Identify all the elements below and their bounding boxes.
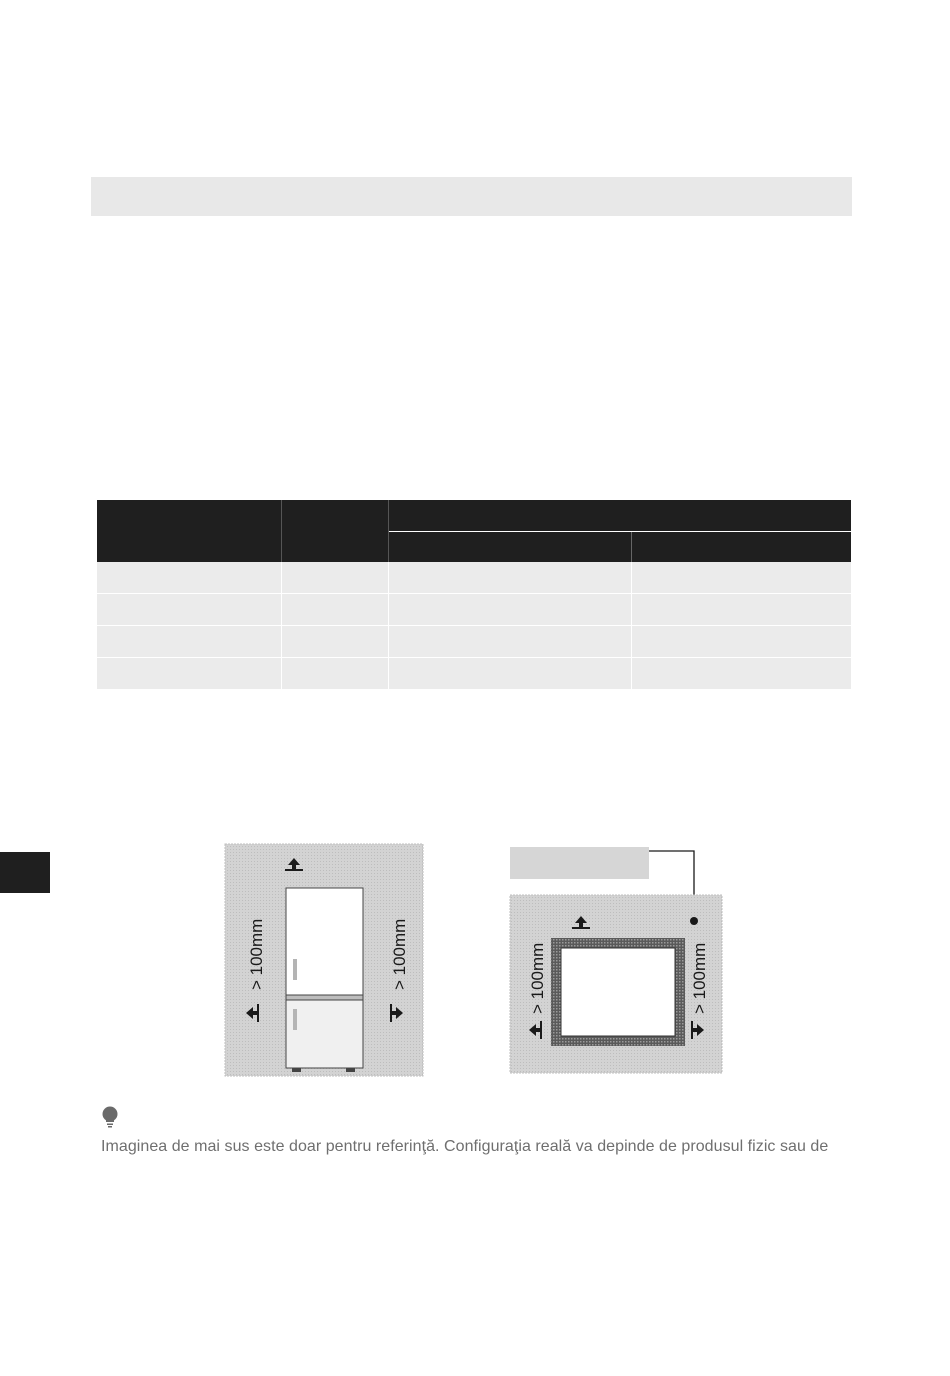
fridge-clearance-diagram — [224, 843, 424, 1077]
table-row — [97, 562, 851, 594]
callout-dot — [690, 917, 698, 925]
table-cell — [281, 626, 388, 658]
note-text: Imaginea de mai sus este doar pentru referinţă. Configuraţia reală va depinde de produsul fizic sau de — [101, 1138, 829, 1155]
callout-label-box — [510, 847, 649, 879]
table-row — [97, 658, 851, 690]
left-clearance-label: > 100mm — [247, 918, 266, 990]
table-cell — [97, 658, 281, 690]
chapter-side-tab — [0, 852, 50, 893]
section-header-bar — [91, 177, 852, 216]
table-header-row — [97, 500, 851, 532]
fridge-illustration — [286, 888, 363, 1072]
left-clearance-label: > 100mm — [528, 942, 547, 1014]
table-cell — [97, 594, 281, 626]
table-row — [97, 626, 851, 658]
table-header-cell — [388, 500, 851, 532]
table-header-cell — [281, 500, 388, 562]
table-cell — [631, 658, 851, 690]
table-cell — [631, 626, 851, 658]
table-cell — [388, 626, 631, 658]
lightbulb-icon — [100, 1106, 120, 1128]
table-cell — [281, 658, 388, 690]
top-view-clearance-diagram — [508, 846, 726, 1076]
table-cell — [631, 562, 851, 594]
table-subheader-cell — [388, 532, 631, 563]
table-cell — [97, 626, 281, 658]
spec-table — [97, 500, 851, 690]
right-clearance-label: > 100mm — [690, 942, 709, 1014]
table-header-cell — [97, 500, 281, 562]
table-cell — [631, 594, 851, 626]
table-cell — [281, 594, 388, 626]
table-subheader-cell — [631, 532, 851, 563]
table-cell — [388, 658, 631, 690]
table-cell — [281, 562, 388, 594]
table-cell — [97, 562, 281, 594]
table-cell — [388, 562, 631, 594]
table-cell — [388, 594, 631, 626]
table-row — [97, 594, 851, 626]
right-clearance-label: > 100mm — [390, 918, 409, 990]
appliance-top-view — [561, 948, 675, 1036]
